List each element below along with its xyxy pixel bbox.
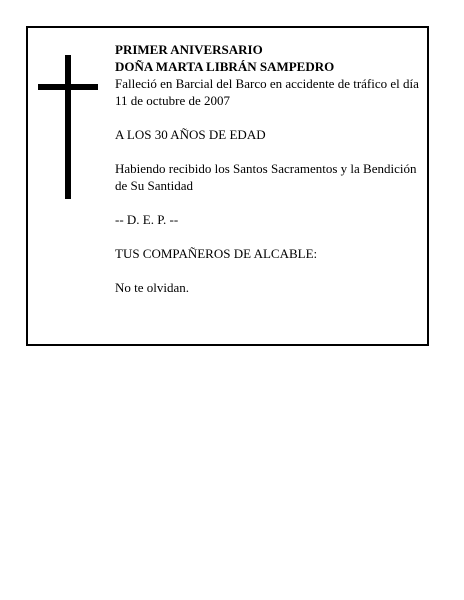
sender-line: TUS COMPAÑEROS DE ALCABLE: xyxy=(115,246,318,261)
death-details: Falleció en Barcial del Barco en accidente de tráfico el día 11 de octubre de 2007 xyxy=(115,76,419,108)
deceased-name: DOÑA MARTA LIBRÁN SAMPEDRO xyxy=(115,59,335,74)
cross-horizontal-bar xyxy=(38,84,98,90)
age-line: A LOS 30 AÑOS DE EDAD xyxy=(115,127,266,142)
rip-line: -- D. E. P. -- xyxy=(115,212,179,227)
latin-cross-icon xyxy=(38,55,98,199)
cross-vertical-bar xyxy=(65,55,71,199)
closing-message: No te olvidan. xyxy=(115,280,190,295)
sacraments-line: Habiendo recibido los Santos Sacramentos y la Bendición de Su Santidad xyxy=(115,161,417,193)
notice-text xyxy=(115,41,421,296)
obituary-notice xyxy=(26,26,429,346)
notice-title: PRIMER ANIVERSARIO xyxy=(115,42,263,57)
